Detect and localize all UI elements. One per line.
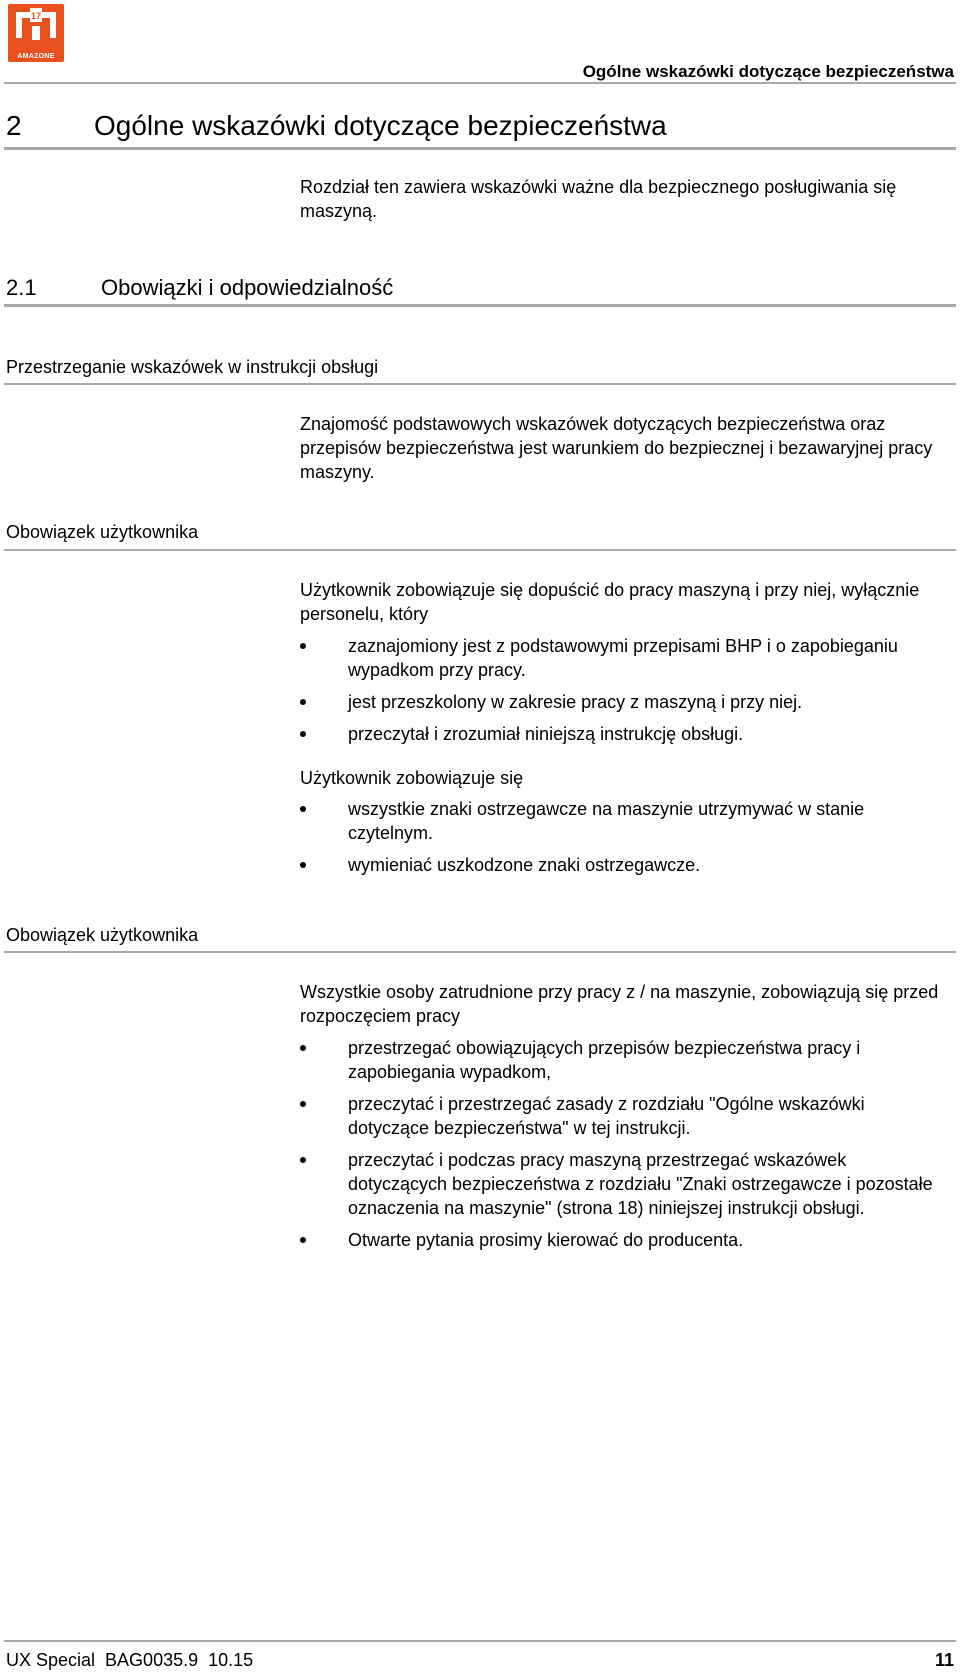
instructions-heading: Przestrzeganie wskazówek w instrukcji obsługi (6, 357, 379, 377)
chapter-rule (4, 147, 956, 150)
section-title: Obowiązki i odpowiedzialność (101, 275, 394, 300)
svg-text:17: 17 (30, 11, 42, 21)
section-number: 2.1 (6, 275, 37, 300)
list-item: wszystkie znaki ostrzegawcze na maszynie utrzymywać w stanie czytelnym. (300, 797, 950, 845)
user-duty-intro-2: Użytkownik zobowiązuje się (300, 768, 524, 788)
user-duty-heading: Obowiązek użytkownika (6, 522, 199, 542)
list-item: jest przeszkolony w zakresie pracy z maszyną i przy niej. (300, 690, 950, 714)
bullet-icon (300, 643, 306, 649)
page-number: 11 (934, 1650, 954, 1670)
staff-duty-intro: Wszystkie osoby zatrudnione przy pracy z / na maszynie, zobowiązują się przed rozpoczęciem pracy (300, 982, 939, 1026)
staff-duty-list (300, 1036, 950, 1260)
footer-doc-id: UX Special BAG0035.9 10.15 (6, 1650, 254, 1670)
header-rule (4, 82, 956, 84)
amazone-logo (8, 4, 64, 62)
user-duty-list-2 (300, 797, 950, 885)
instructions-text: Znajomość podstawowych wskazówek dotyczących bezpieczeństwa oraz przepisów bezpieczeństwa jest warunkiem do bezpiecznej i bezawaryjnej pracy maszyny. (300, 414, 933, 482)
user-duty-intro: Użytkownik zobowiązuje się dopuścić do pracy maszyną i przy niej, wyłącznie personelu, który (300, 580, 920, 624)
staff-duty-rule (4, 951, 956, 953)
list-item: zaznajomiony jest z podstawowymi przepisami BHP i o zapobieganiu wypadkom przy pracy. (300, 634, 950, 682)
bullet-icon (300, 1237, 306, 1243)
chapter-title: Ogólne wskazówki dotyczące bezpieczeństwa (94, 110, 667, 141)
instructions-rule (4, 383, 956, 385)
section-rule (4, 304, 956, 307)
bullet-icon (300, 862, 306, 868)
list-item: Otwarte pytania prosimy kierować do producenta. (300, 1228, 950, 1252)
logo-emblem-icon (8, 4, 64, 50)
section-heading (6, 275, 393, 301)
footer-rule (4, 1640, 956, 1642)
bullet-icon (300, 806, 306, 812)
bullet-icon (300, 1157, 306, 1163)
list-item: przeczytać i przestrzegać zasady z rozdziału "Ogólne wskazówki dotyczące bezpieczeństwa" w tej instrukcji. (300, 1092, 950, 1140)
bullet-icon (300, 699, 306, 705)
staff-duty-heading: Obowiązek użytkownika (6, 925, 199, 945)
bullet-icon (300, 1101, 306, 1107)
bullet-icon (300, 1045, 306, 1051)
user-duty-rule (4, 549, 956, 551)
chapter-number: 2 (6, 110, 22, 141)
list-item: przeczytał i zrozumiał niniejszą instrukcję obsługi. (300, 722, 950, 746)
running-header-title: Ogólne wskazówki dotyczące bezpieczeństwa (582, 62, 954, 81)
chapter-intro: Rozdział ten zawiera wskazówki ważne dla bezpiecznego posługiwania się maszyną. (300, 177, 897, 221)
bullet-icon (300, 731, 306, 737)
list-item: wymieniać uszkodzone znaki ostrzegawcze. (300, 853, 950, 877)
list-item: przeczytać i podczas pracy maszyną przestrzegać wskazówek dotyczących bezpieczeństwa z rozdziału "Znaki ostrzegawcze i pozostałe oznaczenia na maszynie" (strona 18) niniejszej instrukcji obsługi. (300, 1148, 950, 1220)
logo-text: AMAZONE (17, 53, 55, 60)
list-item: przestrzegać obowiązujących przepisów bezpieczeństwa pracy i zapobiegania wypadkom, (300, 1036, 950, 1084)
user-duty-list (300, 634, 950, 754)
chapter-heading (6, 110, 667, 142)
